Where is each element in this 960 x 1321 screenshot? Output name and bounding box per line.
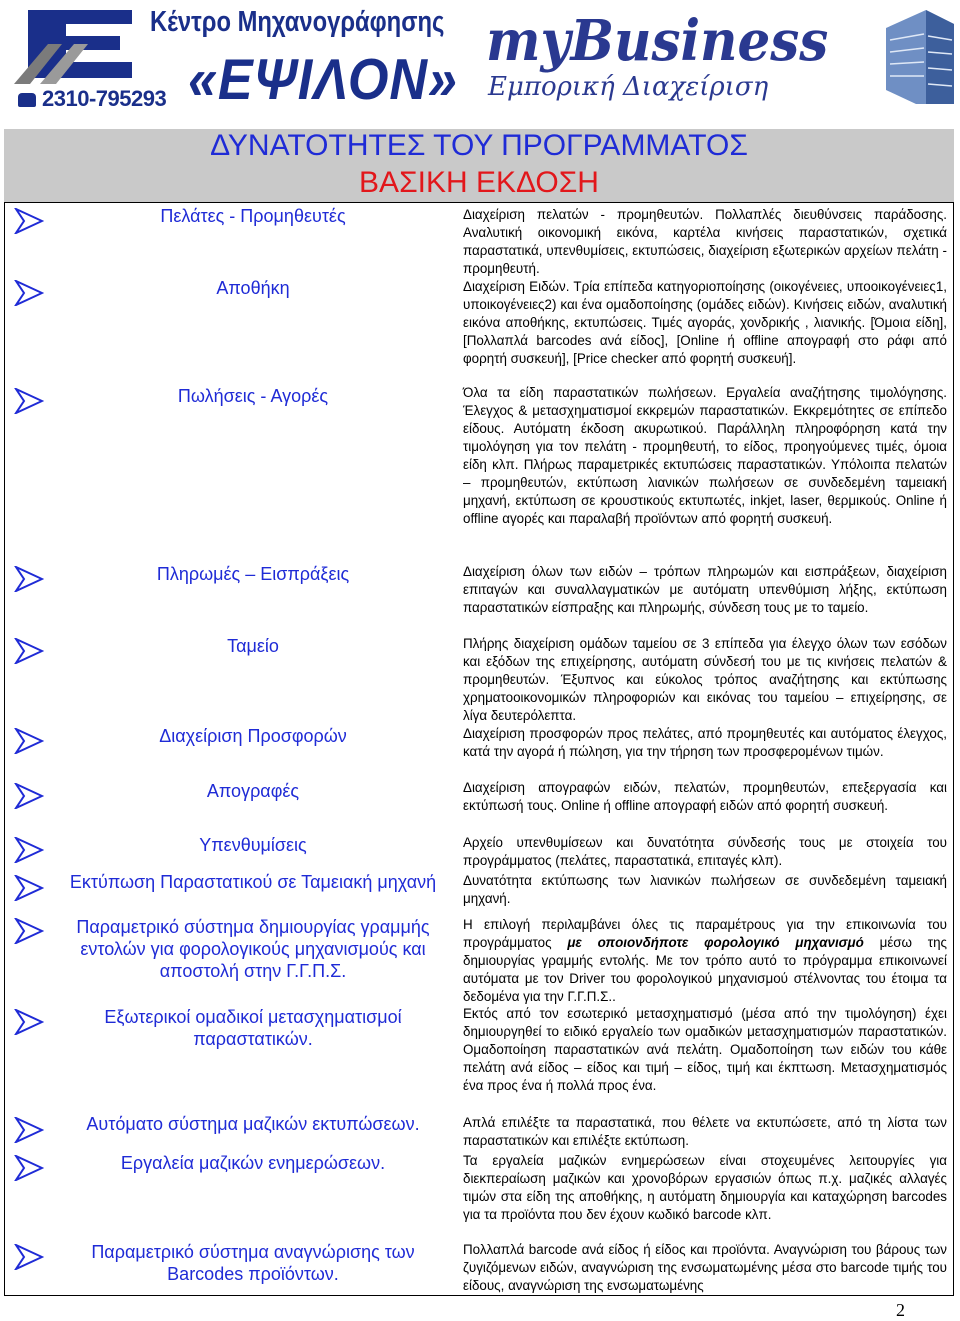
arrow-bullet-icon	[14, 280, 44, 306]
title-banner	[4, 129, 954, 203]
feature-name: Παραμετρικό σύστημα αναγνώρισης των Barcodes προϊόντων.	[91, 1242, 415, 1284]
feature-description: Απλά επιλέξτε τα παραστατικά, που θέλετε να εκτυπώσετε, από τη λίστα των παραστατικών και επιλέξτε εκτύπωση.	[463, 1115, 947, 1148]
phone-text: 2310-795293	[42, 86, 167, 111]
feature-name: Αποθήκη	[216, 278, 290, 298]
building-icon	[876, 6, 958, 106]
company-name: «ΕΨΙΛΟΝ»	[188, 47, 458, 112]
feature-name: Αυτόματο σύστημα μαζικών εκτυπώσεων.	[86, 1114, 420, 1134]
product-name: myBusiness	[486, 8, 829, 74]
arrow-bullet-icon	[14, 783, 44, 809]
arrow-bullet-icon	[14, 388, 44, 414]
arrow-bullet-icon	[14, 875, 44, 901]
edition-subtitle: ΒΑΣΙΚΗ ΕΚΔΟΣΗ	[359, 166, 599, 199]
feature-description: Όλα τα είδη παραστατικών πωλήσεων. Εργαλεία αναζήτησης τιμολόγησης. Έλεγχος & μετασχηματισμοί εκκρεμών παραστατικών. Εκκρεμότητες σε επίπεδο είδους. Αυτόματη έκδοση ακυρωτικού. Παράλληλη πληροφόρηση κατά την τιμολόγηση για τον πελάτη - προμηθευτή, το είδος, προηγούμενες τιμές, όμοια είδη κλπ. Πλήρως παραμετρικές εκτυπώσεις παραστατικών. Υπόλοιπα πελατών – προμηθευτών, εκτύπωση λιανικών πωλήσεων σε συνδεδεμένη ταμειακή μηχανή, εκτύπωση σε κρουστικούς εκτυπωτές, inkjet, laser, θερμικούς. Online ή offline αγορές και παραλαβή προϊόντων από φορητή συσκευή.	[463, 385, 947, 526]
description-emphasis: με οποιονδήποτε φορολογικό μηχανισμό	[567, 935, 864, 950]
arrow-bullet-icon	[14, 918, 44, 944]
feature-description: Διαχείριση πελατών - προμηθευτών. Πολλαπλές διευθύνσεις παράδοσης. Αναλυτική οικονομική εικόνα, καρτέλα κινήσεις παραστατικών, σχετικά παραστατικά, υπενθυμίσεις, εκτυπώσεις, διαχείριση εξωτερικών αρχείων πελάτη - προμηθευτή.	[463, 207, 947, 276]
arrow-bullet-icon	[14, 1117, 44, 1143]
feature-description: Εκτός από τον εσωτερικό μετασχηματισμό (μέσα από την τιμολόγηση) έχει δημιουργηθεί το ειδικό εργαλείο των ομαδικών μετασχηματισμών παραστατικών. Ομαδοποίηση παραστατικών ανά πελάτη. Ομαδοποίηση των ειδών του κάθε πελάτη ανά είδος – είδος και τιμή – είδος, τιμή και έκπτωση. Μετασχηματισμός ένα προς ένα ή πολλά προς ένα.	[463, 1006, 947, 1093]
feature-name: Εξωτερικοί ομαδικοί μετασχηματισμοί παραστατικών.	[104, 1007, 402, 1049]
phone-number	[18, 86, 166, 112]
company-subtitle: Κέντρο Μηχανογράφησης	[150, 6, 445, 38]
feature-description: Αρχείο υπενθυμίσεων και δυνατότητα σύνδεσής τους με στοιχεία του προγράμματος (πελάτες, παραστατικά, επιταγές κλπ).	[463, 835, 947, 868]
feature-name: Υπενθυμίσεις	[199, 835, 307, 855]
feature-name: Εκτύπωση Παραστατικού σε Ταμειακή μηχανή	[69, 872, 437, 892]
feature-description: Πλήρης διαχείριση ομάδων ταμείου σε 3 επίπεδα για έλεγχο όλων των εσόδων και εξόδων της επιχείρησης, αυτόματη σύνδεσή του με τις κινήσεις πελατών & προμηθευτών. Έξυπνος και εύκολος τρόπος αναζήτησης και εκτύπωσης χρηματοοικονομικών πληροφοριών και εικόνας του ταμείου – επιχείρησης, σε λίγα δευτερόλεπτα.	[463, 636, 947, 723]
arrow-bullet-icon	[14, 208, 44, 234]
feature-description: Πολλαπλά barcode ανά είδος ή είδος και προϊόντα. Αναγνώριση του βάρους των ζυγιζόμενων ειδών, αναγνώριση της ενσωματωμένης μέσα στο barcode τιμής του είδους, αναγνώριση της ενσωματωμένης	[463, 1242, 947, 1293]
page-number: 2	[896, 1300, 905, 1320]
arrow-bullet-icon	[14, 1155, 44, 1181]
feature-name: Παραμετρικό σύστημα δημιουργίας γραμμής εντολών για φορολογικούς μηχανισμούς και αποστολή στην Γ.Γ.Π.Σ.	[76, 917, 430, 981]
feature-description: Διαχείριση όλων των ειδών – τρόπων πληρωμών και εισπράξεων, διαχείριση επιταγών και συναλλαγματικών με αυτόματη υπενθύμιση λήξης, εκτύπωση παραστατικών είσπραξης και πληρωμής, σύνδεση τους με το ταμείο.	[463, 564, 947, 615]
feature-name: Πληρωμές – Εισπράξεις	[156, 564, 350, 584]
feature-name: Διαχείριση Προσφορών	[159, 726, 347, 746]
product-tagline: Εμπορική Διαχείριση	[488, 72, 769, 102]
feature-description: Διαχείριση προσφορών προς πελάτες, από προμηθευτές και αυτόματος έλεγχος, κατά την αγορά ή πώληση, για την τήρηση των προσφερομένων τιμών.	[463, 726, 947, 759]
phone-icon	[18, 93, 36, 107]
arrow-bullet-icon	[14, 1244, 44, 1270]
feature-name: Απογραφές	[206, 781, 300, 801]
feature-description: Διαχείριση απογραφών ειδών, πελατών, προμηθευτών, επεξεργασία και εκτύπωσή τους. Online ή offline απογραφή ειδών από φορητή συσκευή.	[463, 780, 947, 813]
feature-name: Πελάτες - Προμηθευτές	[160, 206, 346, 226]
feature-description: Τα εργαλεία μαζικών ενημερώσεων είναι στοχευμένες λειτουργίες για διεκπεραίωση μαζικών και χρονοβόρων εργασιών όπως π.χ. μαζικές αλλαγές τιμών στα είδη της αποθήκης, η αυτόματη δημιουργία και καταχώρηση barcodes για τα προϊόντα που δεν έχουν κωδικό barcode κλπ.	[463, 1153, 947, 1222]
arrow-bullet-icon	[14, 1009, 44, 1035]
main-title: ΔΥΝΑΤΟΤΗΤΕΣ ΤΟΥ ΠΡΟΓΡΑΜΜΑΤΟΣ	[210, 129, 748, 162]
description-text: Η επιλογή περιλαμβάνει όλες τις παραμέτρους για την επικοινωνία του προγράμματος	[463, 917, 947, 950]
feature-description: Διαχείριση Ειδών. Τρία επίπεδα κατηγοριοποίησης (οικογένειες, υποοικογένειες1, υποικογένειες2) και ένα ομαδοποίησης (ομάδες ειδών). Κινήσεις ειδών, αναλυτική εικόνα αποθήκης, εκτυπώσεις. Τιμές αγοράς, χονδρικής , λιανικής. [Όμοια είδη], [Πολλαπλά barcodes ανά είδος], [Online ή offline απογραφή στο ράφι από φορητή συσκευή], [Price checker από φορητή συσκευή].	[463, 279, 947, 366]
feature-name: Εργαλεία μαζικών ενημερώσεων.	[120, 1153, 386, 1173]
feature-name: Ταμείο	[227, 636, 279, 656]
epsilon-logo-icon	[14, 4, 144, 84]
arrow-bullet-icon	[14, 566, 44, 592]
arrow-bullet-icon	[14, 638, 44, 664]
feature-name: Πωλήσεις - Αγορές	[177, 386, 329, 406]
page-header	[0, 0, 960, 115]
arrow-bullet-icon	[14, 728, 44, 754]
description-text: μέσω της δημιουργίας γραμμής εντολής. Με τον τρόπο αυτό το πρόγραμμα επικοινωνεί αυτόματα με τον Driver του φορολογικού μηχανισμού στέλνοντας του έτοιμα τα δεδομένα για την Γ.Γ.Π.Σ..	[463, 935, 947, 1004]
arrow-bullet-icon	[14, 837, 44, 863]
feature-description: Δυνατότητα εκτύπωσης των λιανικών πωλήσεων σε συνδεδεμένη ταμειακή μηχανή.	[463, 873, 947, 906]
feature-description	[463, 916, 947, 1006]
